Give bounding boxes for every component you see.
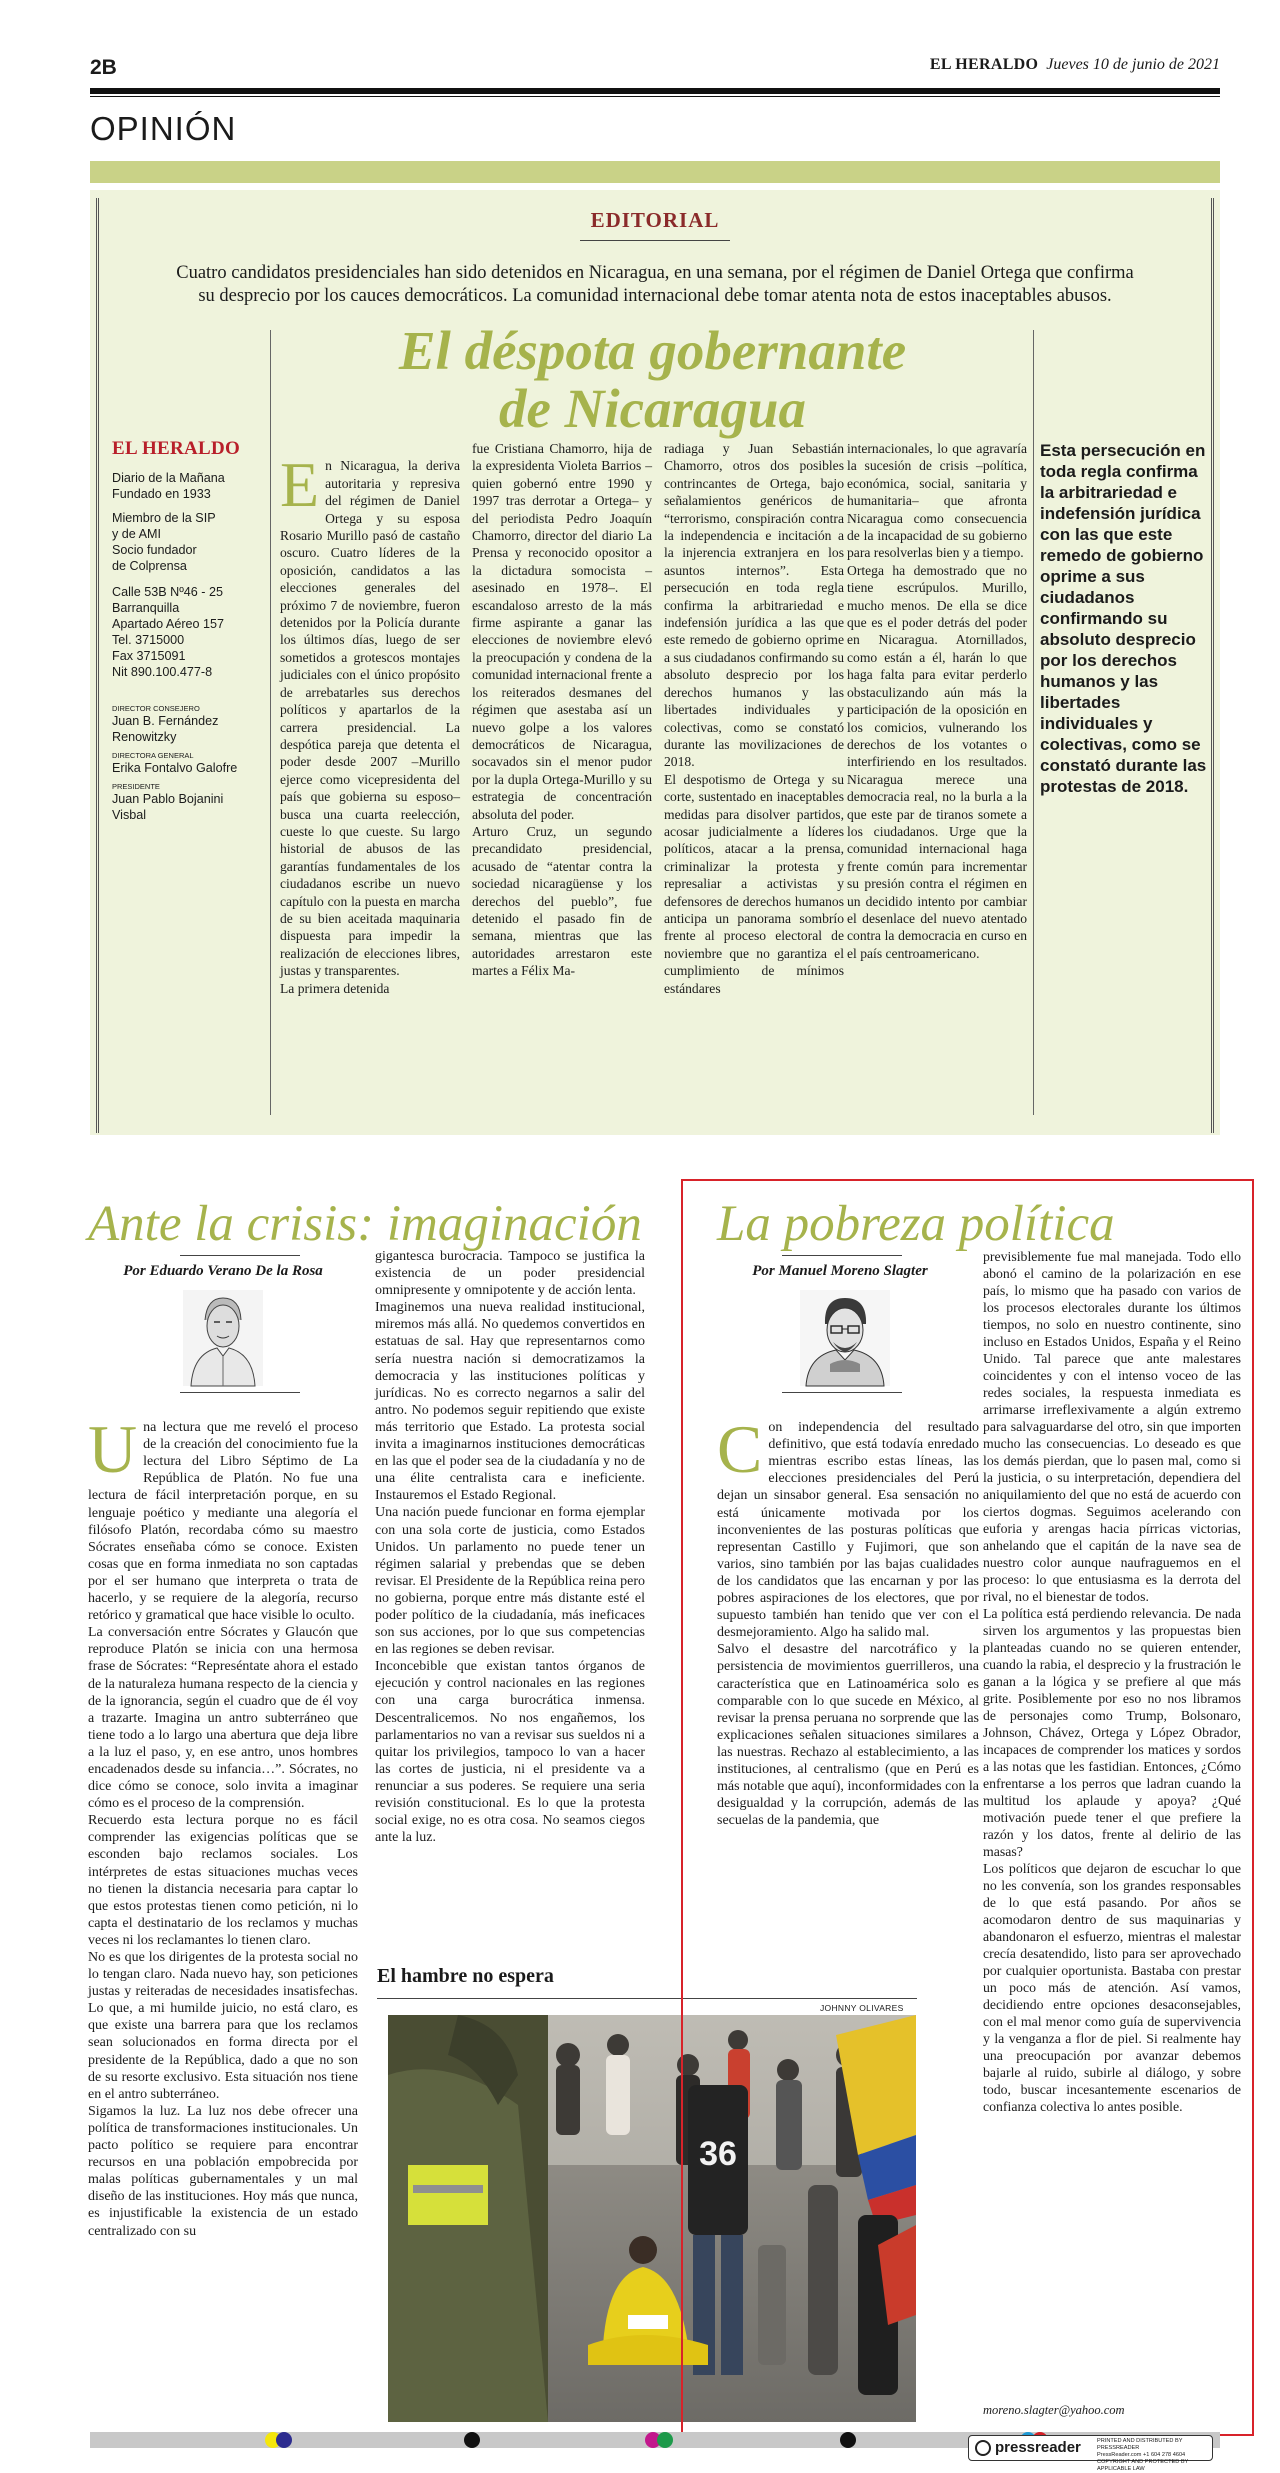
author-portrait-verano [183,1290,263,1386]
editorial-column-4: internacionales, lo que agravaría la sucesión de crisis –política, económica, social, sanitaria y humanitaria– que afronta Nicaragua como consecuencia de la incapacidad de su gobierno para resolverlas bien y a tiempo. Ortega ha demostrado que no tiene escrúpulos. Murillo, mucho menos. De ella se dice que es el poder detrás del poder en Nicaragua. Atornillados, como están a él, harán lo que haga falta para evitar perderlo obstaculizando aún más la participación de la oposición en los comicios, vulnerando los derechos de los votantes o interfiriendo en los resultados. Nicaragua merece una democracia real, no la burla a la que este par de tiranos somete a los ciudadanos. Urge que la comunidad internacional haga frente común para incrementar su presión contra el régimen en un decidido intento por cambiar el desenlace del nuevo atentado contra la democracia en curso en el país centroamericano. [847,441,1027,961]
jersey-number: 36 [699,2135,737,2173]
reg-mark-blue [276,2432,292,2448]
editorial-pullquote: Esta persecución en toda regla confirma la arbitrariedad e indefensión jurídica con las que este remedo de gobierno oprime a sus ciudadanos confirmando su absoluto desprecio por los derechos humanos y las libertades individuales y colectivas, como se constató durante las protestas de 2018. [1040,441,1207,796]
reg-mark-black-2 [840,2432,856,2448]
editorial-column-1 [280,440,460,1120]
editorial-col1-text: n Nicaragua, la deriva autoritaria y represiva del régimen de Daniel Ortega y su esposa Rosario Murillo pasó de castaño oscuro. Cuatro líderes de la oposición, candidatos a las elecciones generales del próximo 7 de noviembre, fueron detenidos por la Policía durante los últimos días, luego de ser sometidos a grotescos montajes judiciales con el único propósito de arrebatarles sus derechos políticos y apartarlos de la carrera presidencial. La despótica pareja que detenta el poder desde 2007 –Murillo ejerce como vicepresidenta del país que gobierna su esposo– busca una cuarta reelección, cueste lo que cueste. Su largo historial de abusos de las garantías fundamentales de los ciudadanos escribe un nuevo capítulo con la puesta en marcha de su bien aceitada maquinaria dispuesta para impedir la realización de elecciones libres, justas y transparentes. La primera detenida [280,458,460,996]
masthead [112,438,262,823]
pressreader-badge[interactable] [968,2435,1213,2472]
editorial-kicker: EDITORIAL [590,208,720,232]
masthead-logo: EL HERALDO [112,438,241,459]
left-byline: Por Eduardo Verano De la Rosa [123,1263,323,1279]
right-column-title: La pobreza política [717,1196,1115,1252]
panel-border-right [1211,198,1214,1133]
editorial-divider-right [1033,330,1034,1115]
pressreader-logo: pressreader [995,2439,1081,2456]
left-col1-text: na lectura que me reveló el proceso de la creación del conocimiento fue la lectura del Libro Séptimo de La República de Platón. No fue una lectura de fácil interpretación porque, en su lenguaje poético y mediante una alegoría el filósofo Platón, recordaba cómo su maestro Sócrates enseñaba cómo se conoce. Existen cosas que en forma inmediata no son captadas por el ser humano que interpreta o trata de hacerlo, y se requiere de la alegoría, recurso retórico y gramatical que hace visible lo oculto. La conversación entre Sócrates y Glaucón que reproduce Platón se inicia con una hermosa frase de Sócrates: “Represéntate ahora el estado de la naturaleza humana respecto de la ciencia y de la ignorancia, según el cuadro que de él voy a trazarte. Imagina un antro subterráneo que tiene todo a lo largo una abertura que deja libre a la luz el paso, y, en ese antro, unos hombres encadenados desde su infancia…”. Sócrates, no dice cómo se conoce, solo invita a imaginar cómo es el proceso de la comprensión. Recuerdo esta lectura porque no es fácil comprender las exigencias políticas que se esconden bajo reclamos sociales. Los intérpretes de estas situaciones muchas veces no tienen la distancia necesaria para captar lo que estos protestas tienen como petición, ni lo capta el destinatario de los reclamos y muchas veces ni los reclamantes lo tienen claro. No es que los dirigentes de la protesta social no lo tengan claro. Nada nuevo hay, son peticiones justas y reiteradas de necesidades insatisfechas. Lo que, a mi humilde juicio, no está claro, es que existe una barrera para que los reclamos sean solucionados en forma directa por el presidente de la República, dado a que no son de su resorte exclusivo. Esta situación nos tiene en el antro subterráneo. Sigamos la luz. La luz nos debe ofrecer una política de transformaciones institucionales. Un pacto político se requiere para encontrar recursos en una población empobrecida por malas políticas gubernamentales y un mal diseño de las instituciones. Hoy más que nunca, es injustificable la existencia de un estado centralizado con su [88,1420,358,2239]
left-portrait-rule [180,1392,300,1393]
left-column-title: Ante la crisis: imaginación [88,1196,642,1252]
editorial-dropcap: E [280,449,320,521]
section-band [90,161,1220,183]
editorial-deck: Cuatro candidatos presidenciales han sido detenidos en Nicaragua, en una semana, por el régimen de Daniel Ortega que confirma su desprecio por los cauces democráticos. La comunidad internacional debe tomar atenta nota de estos inaceptables abusos. [176,263,1134,306]
right-byline: Por Manuel Moreno Slagter [752,1263,928,1279]
masthead-name3: Juan Pablo Bojanini Visbal [112,792,224,822]
masthead-role2: DIRECTORA GENERAL [112,751,194,760]
photo-credit: JOHNNY OLIVARES [820,2003,904,2013]
page-number: 2B [90,56,117,79]
masthead-name2: Erika Fontalvo Galofre [112,761,238,775]
editorial-column-2: fue Cristiana Chamorro, hija de la expresidenta Violeta Barrios –quien gobernó entre 1990 y 1997 tras derrotar a Ortega– y del periodista Pedro Joaquín Chamorro, director del diario La Prensa y reconocido opositor a la dictadura somocista –asesinado en 1978–. El escandaloso arresto de la más firme aspirante a ganar las elecciones de noviembre elevó la preocupación y condena de la comunidad internacional frente a los reiterados desmanes del régimen que asestaba así un nuevo golpe a los valores democráticos de Nicaragua, socavados sin el menor pudor por la dupla Ortega-Murillo y su estrategia de concentración absoluta del poder. Arturo Cruz, un segundo precandidato presidencial, acusado de “atentar contra la sociedad nicaragüense y los derechos del pueblo”, fue detenido el pasado fin de semana, mientras que las autoridades arrestaron este martes a Félix Ma- [472,441,652,979]
left-column-text-1 [88,1402,358,2420]
header-paper-name: EL HERALDO [929,56,1039,73]
reg-mark-green [657,2432,673,2448]
section-title: OPINIÓN [90,110,237,147]
right-byline-rule [782,1255,902,1256]
right-col1-text: on independencia del resultado definitivo, que está todavía enredado mientras escribo estas líneas, las elecciones presidenciales del Perú dejan un sinsabor general. Esa sensación no está únicamente motivada por los inconvenientes de las posturas políticas que representan Castillo y Fujimori, que son varios, sino también por las bajas cualidades de los candidatos que las encarnan y por las pobres aspiraciones de los electores, que por supuesto también han tenido que ver con el desmejoramiento. Algo ha salido mal. Salvo el desastre del narcotráfico y la persistencia de movimientos guerrilleros, una característica que en Latinoamérica solo es comparable con lo que sucede en México, al revisar la prensa peruana no sorprende que las explicaciones señalen situaciones similares a las nuestras. Rechazo al establecimiento, a las instituciones, al centralismo (que en Perú es más notable que aquí), inconformidades con la desigualdad y la corrupción, además de las secuelas de la pandemia, que [717,1420,979,1829]
panel-border-left [96,198,99,1133]
masthead-line2: Miembro de la SIP y de AMI Socio fundador de Colprensa [112,511,216,573]
left-column-text-2: gigantesca burocracia. Tampoco se justifica la existencia de un poder presidencial omnipresente y omnipotente y de acción lenta. Imaginemos una nueva realidad institucional, miremos más allá. No quedemos convertidos en estatuas de sal. Hay que representarnos como sería nuestra nación si democratizamos la democracia y las instituciones políticas y jurídicas. No es correcto negarnos a salir del antro. No podemos seguir repitiendo que existe más territorio que Estado. La protesta social invita a imaginarnos instituciones democráticas en las que el poder sea de la ciudadanía y no de una élite centralista cara e ineficiente. Instauremos el Estado Regional. Una nación puede funcionar en forma ejemplar con una sola corte de justicia, como Estados Unidos. Un parlamento no puede tener un régimen salarial y prebendas que se deben revisar. El Presidente de la República reina pero no gobierna, porque entre más distante esté el poder político de la ciudadanía, más ineficaces son sus acciones, por lo que sus competencias en las regiones se deben revisar. Inconcebible que existan tantos órganos de ejecución y control nacionales en las regiones con una carga burocrática inmensa. Descentralicemos. No nos engañemos, los parlamentarios no van a revisar sus sueldos ni a quitar los privilegios, tampoco lo van a hacer las cortes de justicia, ni el presidente va a renunciar a sus poderes. Se requiere una seria revisión constitucional. Es lo que la protesta social exige, no es otra cosa. No seamos ciegos ante la luz. [375,1249,645,1846]
left-dropcap: U [88,1411,138,1488]
left-byline-rule [180,1255,300,1256]
header-rule-thin [90,96,1220,97]
masthead-role1: DIRECTOR CONSEJERO [112,704,200,713]
photo-title: El hambre no espera [377,1965,554,1987]
author-portrait-moreno [800,1290,890,1386]
masthead-role3: PRESIDENTE [112,782,160,791]
pressreader-icon [975,2440,991,2456]
editorial-divider-left [270,330,271,1115]
header-rule [90,88,1220,94]
masthead-line3: Calle 53B Nº46 - 25 Barranquilla Apartado Aéreo 157 Tel. 3715000 Fax 3715091 Nit 890.100.477-8 [112,585,225,679]
right-column-text-2: previsiblemente fue mal manejada. Todo ello abonó el camino de la polarización en ese país, lo mismo que ha pasado con varios de los procesos electorales durante los últimos tiempos, no solo en nuestro continente, sino incluso en Estados Unidos, España y el Reino Unido. Tal parece que ante malestares coincidentes y con el intenso voceo de las redes sociales, la respuesta inmediata es arrimarse irreflexivamente a algún extremo para salvaguardarse del otro, sin que importen mucho las consecuencias. Lo deseado es que los demás pierdan, que lo pasen mal, como si la justicia, o su interpretación, dependiera del aniquilamiento del que no está de acuerdo con ciertos dogmas. Seguimos acelerando con euforia y arengas hacia pírricas victorias, anhelando que el capitán de la nave sea de nuestro color aunque naufraguemos en el proceso: lo que entusiasma es la derrota del rival, no el bienestar de todos. La política está perdiendo relevancia. De nada sirven los argumentos y las propuestas bien planteadas cuando no se quieren entender, cuando la rabia, el desprecio y la frustración le ganan a la lógica y se prefiere al que más grite. Posiblemente por eso no nos libramos de personajes como Trump, Bolsonaro, Johnson, Chávez, Ortega y López Obrador, incapaces de comprender los matices y sordos a las notas que les fastidian. Entonces, ¿Cómo enfrentarse a los perros que ladran cuando la multitud los aplaude y apoya? ¿Qué motivación puede tener el que prefiere la razón y los datos, frente al delirio de las masas? Los políticos que dejaron de escuchar lo que no les convenía, son los grandes responsables de lo que está pasando. Por años se acomodaron dentro de sus maquinarias y abandonaron el esfuerzo, mientras el malestar crecía desatendido, listo para ser aprovechado por cualquier oportunista. Bastaba con prestar un poco más de atención. Así vamos, decidiendo entre opciones desaconsejables, con el mal menor como guía de supervivencia y la venganza a flor de piel. Si realmente hay una preocupación por avanzar debemos bajarle al ruido, subirle al diálogo, y sobre todo, buscar incesantemente escenarios de confianza colectiva lo antes posible. [983,1249,1241,2114]
masthead-line1: Diario de la Mañana Fundado en 1933 [112,471,225,501]
author-email[interactable]: moreno.slagter@yahoo.com [983,2403,1125,2417]
masthead-name1: Juan B. Fernández Renowitzky [112,714,219,744]
page-header [90,50,1220,160]
editorial-title: El déspota gobernante de Nicaragua [398,320,907,439]
right-portrait-rule [782,1392,902,1393]
reg-mark-black [464,2432,480,2448]
editorial-panel [90,190,1220,1135]
header-date: Jueves 10 de junio de 2021 [1046,56,1220,73]
right-column-text-1 [717,1402,979,1867]
pressreader-text: PRINTED AND DISTRIBUTED BY PRESSREADER PressReader.com +1 604 278 4604 COPYRIGHT AND PROTECTED BY APPLICABLE LAW [1097,2438,1189,2472]
kicker-underline [580,240,730,241]
editorial-column-3: radiaga y Juan Sebastián Chamorro, otros dos posibles contrincantes de Ortega, bajo señalamientos genéricos de “terrorismo, conspiración contra la independencia e incitación a la injerencia extranjera en los asuntos internos”. Esta persecución en toda regla confirma la arbitrariedad e indefensión jurídica a las que este remedo de gobierno oprime a sus ciudadanos confirmando su absoluto desprecio por los derechos humanos y las libertades individuales y colectivas, como se constató durante las movilizaciones de 2018. El despotismo de Ortega y su corte, sustentado en inaceptables medidas para disolver partidos, acosar judicialmente a líderes políticos, atacar a la prensa, criminalizar la protesta y represaliar a activistas y defensores de derechos humanos anticipa un panorama sombrío frente al proceso electoral de noviembre que no garantiza el cumplimiento de mínimos estándares [664,441,844,996]
right-dropcap: C [717,1411,763,1488]
